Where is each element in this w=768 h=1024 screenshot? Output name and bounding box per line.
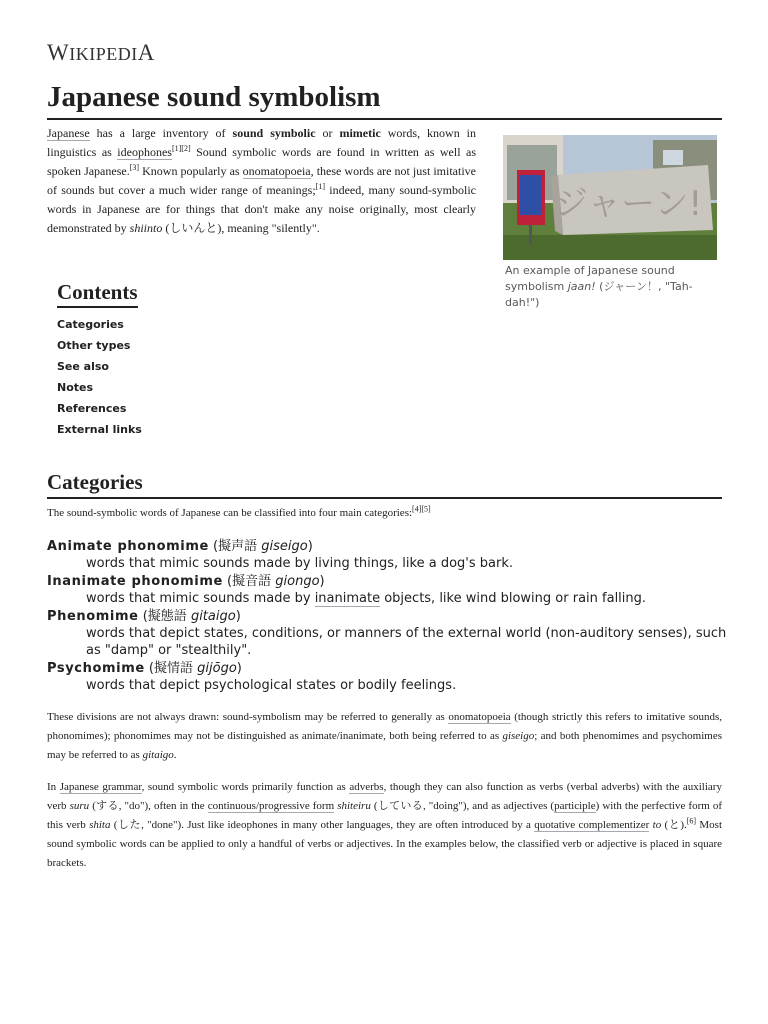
sculpture-lettering: ジャーン! (553, 184, 703, 224)
page-title: Japanese sound symbolism (47, 78, 722, 120)
bold-sound-symbolic: sound symbolic (232, 126, 316, 140)
desc-psychomime: words that depict psychological states or bodily feelings. (86, 678, 457, 693)
ref-1-2[interactable]: [1][2] (171, 144, 191, 153)
figure-caption: An example of Japanese sound symbolism jaan! (ジャーン！, "Tah-dah!") (505, 264, 693, 309)
toc-item-notes[interactable]: Notes (57, 381, 94, 394)
categories-intro: The sound-symbolic words of Japanese can be classified into four main categories:[4][5] (47, 504, 431, 519)
lead-paragraph: Japanese has a large inventory of sound symbolic or mimetic words, known in linguistics as ideophones[1][2] Sound symbolic words are found in written as well as spoken Japanese.[3] Known popularly as onomatopoeia, these words are not just imitative of sounds but cover a much wider range of meanings;[1] indeed, many sound-symbolic words in Japanese are for things that don't make any noise originally, most clearly demonstrated by shiinto (しいんと), meaning "silently". (47, 126, 477, 235)
lead-figure (503, 135, 717, 311)
term-psychomime: Psychomime (擬情語 gijōgo) (47, 661, 242, 676)
desc-inanimate-phonomime: words that mimic sounds made by inanimate objects, like wind blowing or rain falling. (86, 591, 647, 606)
link-ideophones[interactable]: ideophones (117, 145, 172, 159)
desc-phenomime: words that depict states, conditions, or manners of the external world (non-auditory senses), such as "damp" or "stealthily". (86, 626, 727, 658)
link-onomatopoeia[interactable]: onomatopoeia (242, 164, 311, 178)
categories-list (47, 538, 737, 695)
link-continuous-progressive-form[interactable]: continuous/progressive form (207, 800, 335, 812)
logo-initial: W (47, 40, 70, 65)
link-onomatopoeia-2[interactable]: onomatopoeia (448, 711, 511, 723)
ref-6[interactable]: [6] (686, 816, 697, 826)
bold-mimetic: mimetic (339, 126, 381, 140)
toc-item-references[interactable]: References (57, 402, 127, 415)
section-heading-categories: Categories (47, 468, 722, 499)
divisions-paragraph: These divisions are not always drawn: sound-symbolism may be referred to generally as onomatopoeia (though strictly this refers to imitative sounds, phonomimes); phonomimes may not be distinguished as animate/inanimate, both being referred to as giseigo; and both phenomimes and psychomimes may be referred to as gitaigo. (47, 711, 723, 761)
ref-4-5[interactable]: [4][5] (412, 504, 431, 514)
ref-3[interactable]: [3] (129, 163, 140, 172)
toc-title: Contents (57, 280, 138, 308)
table-of-contents (57, 280, 257, 440)
desc-animate-phonomime: words that mimic sounds made by living things, like a dog's bark. (86, 556, 513, 571)
term-animate-phonomime: Animate phonomime (擬声語 giseigo) (47, 539, 313, 554)
link-participle[interactable]: participle (554, 800, 596, 812)
grammar-paragraph: In Japanese grammar, sound symbolic words primarily function as adverbs, though they can also function as verbs (verbal adverbs) with the auxiliary verb suru (する, "do"), often in the continuous/progressive form shiteiru (している, "doing"), and as adjectives (participle) with the perfective form of this verb shita (した, "done"). Just like ideophones in many other languages, they are often introduced by a quotative complementizer to (と).[6] Most sound symbolic words can be applied to only a handful of verbs or adjectives. In the examples below, the classified verb or adjective is placed in square brackets. (47, 781, 723, 869)
jaan-sculpture-photo[interactable] (503, 135, 717, 260)
term-inanimate-phonomime: Inanimate phonomime (擬音語 giongo) (47, 574, 325, 589)
ref-1[interactable]: [1] (315, 182, 325, 191)
link-adverbs[interactable]: adverbs (349, 781, 384, 793)
toc-item-other-types[interactable]: Other types (57, 339, 131, 352)
link-japanese[interactable]: Japanese (47, 126, 90, 140)
toc-item-external-links[interactable]: External links (57, 423, 142, 436)
logo-final: A (137, 40, 155, 65)
link-quotative-complementizer[interactable]: quotative complementizer (534, 819, 650, 831)
logo-middle: IKIPEDI (69, 44, 138, 64)
toc-item-categories[interactable]: Categories (57, 318, 124, 331)
link-japanese-grammar[interactable]: Japanese grammar (59, 781, 142, 793)
toc-item-see-also[interactable]: See also (57, 360, 109, 373)
link-inanimate[interactable]: inanimate (314, 591, 381, 606)
term-phenomime: Phenomime (擬態語 gitaigo) (47, 609, 241, 624)
wikipedia-logo[interactable] (47, 40, 155, 66)
